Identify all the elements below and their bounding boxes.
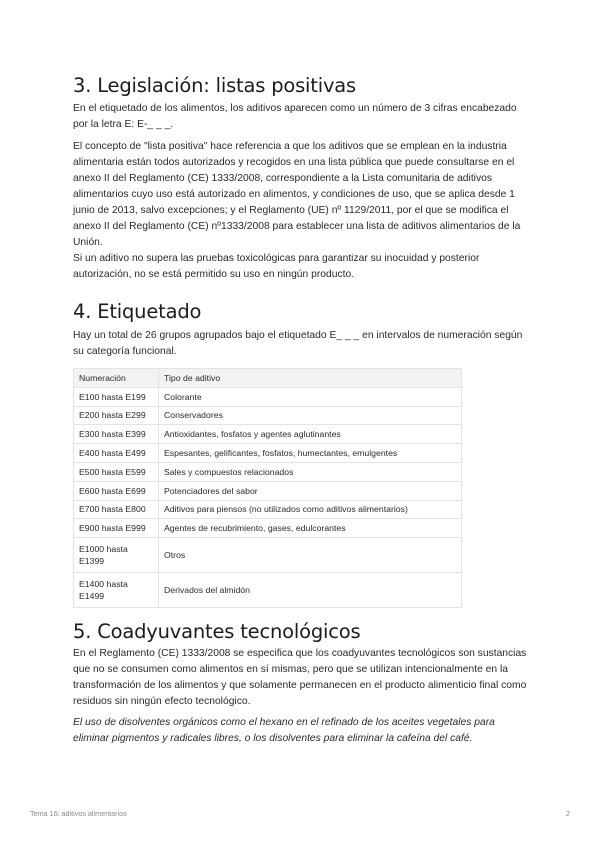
table-cell-type: Conservadores xyxy=(159,406,462,425)
table-cell-type: Derivados del almidón xyxy=(159,573,462,608)
table-cell-range: E100 hasta E199 xyxy=(74,387,159,406)
section-3-heading: 3. Legislación: listas positivas xyxy=(73,74,356,97)
table-cell-range: E300 hasta E399 xyxy=(74,425,159,444)
table-cell-type: Aditivos para piensos (no utilizados como aditivos alimentarios) xyxy=(159,500,462,519)
section-3-paragraph-1: En el etiquetado de los alimentos, los aditivos aparecen como un número de 3 cifras encabezado por la letra E: E-_ _ _. xyxy=(73,103,517,130)
table-row xyxy=(74,444,462,463)
additives-table xyxy=(73,368,462,608)
table-cell-type: Colorante xyxy=(159,387,462,406)
table-row xyxy=(74,462,462,481)
table-cell-range: E500 hasta E599 xyxy=(74,462,159,481)
table-row xyxy=(74,500,462,519)
table-row xyxy=(74,406,462,425)
table-cell-range: E1400 hasta E1499 xyxy=(74,573,159,608)
section-4-intro: Hay un total de 26 grupos agrupados bajo el etiquetado E_ _ _ en intervalos de numeración según su categoría funcional. xyxy=(73,330,523,357)
table-cell-type: Potenciadores del sabor xyxy=(159,481,462,500)
table-cell-range: E400 hasta E499 xyxy=(74,444,159,463)
section-4-heading: 4. Etiquetado xyxy=(73,300,202,323)
table-header-row xyxy=(74,369,462,388)
table-cell-range: E1000 hasta E1399 xyxy=(74,538,159,573)
table-cell-type: Antioxidantes, fosfatos y agentes aglutinantes xyxy=(159,425,462,444)
table-row xyxy=(74,519,462,538)
table-header-tipo: Tipo de aditivo xyxy=(159,369,462,388)
table-cell-type: Otros xyxy=(159,538,462,573)
table-row xyxy=(74,481,462,500)
page-number: 2 xyxy=(566,809,570,818)
table-cell-type: Agentes de recubrimiento, gases, edulcorantes xyxy=(159,519,462,538)
footer-title: Tema 16: aditivos alimentarios xyxy=(30,809,127,818)
table-cell-type: Sales y compuestos relacionados xyxy=(159,462,462,481)
table-header-numeracion: Numeración xyxy=(74,369,159,388)
table-cell-range: E200 hasta E299 xyxy=(74,406,159,425)
table-row xyxy=(74,538,462,573)
section-5-example: El uso de disolventes orgánicos como el hexano en el refinado de los aceites vegetales para eliminar pigmentos y radicales libres, o los disolventes para eliminar la cafeína del café. xyxy=(73,717,495,744)
table-row xyxy=(74,387,462,406)
table-row xyxy=(74,425,462,444)
table-cell-type: Espesantes, gelificantes, fosfatos, humectantes, emulgentes xyxy=(159,444,462,463)
table-cell-range: E600 hasta E699 xyxy=(74,481,159,500)
table-row xyxy=(74,573,462,608)
section-5-heading: 5. Coadyuvantes tecnológicos xyxy=(73,620,361,643)
section-3-paragraph-3: Si un aditivo no supera las pruebas toxicológicas para garantizar su inocuidad y posterior autorización, no se está permitido su uso en ningún producto. xyxy=(73,253,480,280)
section-3-paragraph-2: El concepto de "lista positiva" hace referencia a que los aditivos que se emplean en la industria alimentaria están todos autorizados y recogidos en una lista pública que puede consultarse en el anexo II del Reglamento (CE) 1333/2008, correspondiente a la Lista comunitaria de aditivos alimentarios cuyo uso está autorizado en alimentos, y condiciones de uso, que se aplica desde 1 junio de 2013, salvo excepciones; y el Reglamento (UE) nº 1129/2011, por el que se modifica el anexo II del Reglamento (CE) nº1333/2008 para establecer una lista de aditivos alimentarios de la Unión. xyxy=(73,141,521,248)
section-5-paragraph: En el Reglamento (CE) 1333/2008 se especifica que los coadyuvantes tecnológicos son sustancias que no se consumen como alimentos en sí mismas, pero que se utilizan intencionalmente en la transformación de los alimentos y que solamente permanecen en el producto alimenticio final como residuos sin ningún efecto tecnológico. xyxy=(73,648,527,707)
table-cell-range: E900 hasta E999 xyxy=(74,519,159,538)
table-cell-range: E700 hasta E800 xyxy=(74,500,159,519)
